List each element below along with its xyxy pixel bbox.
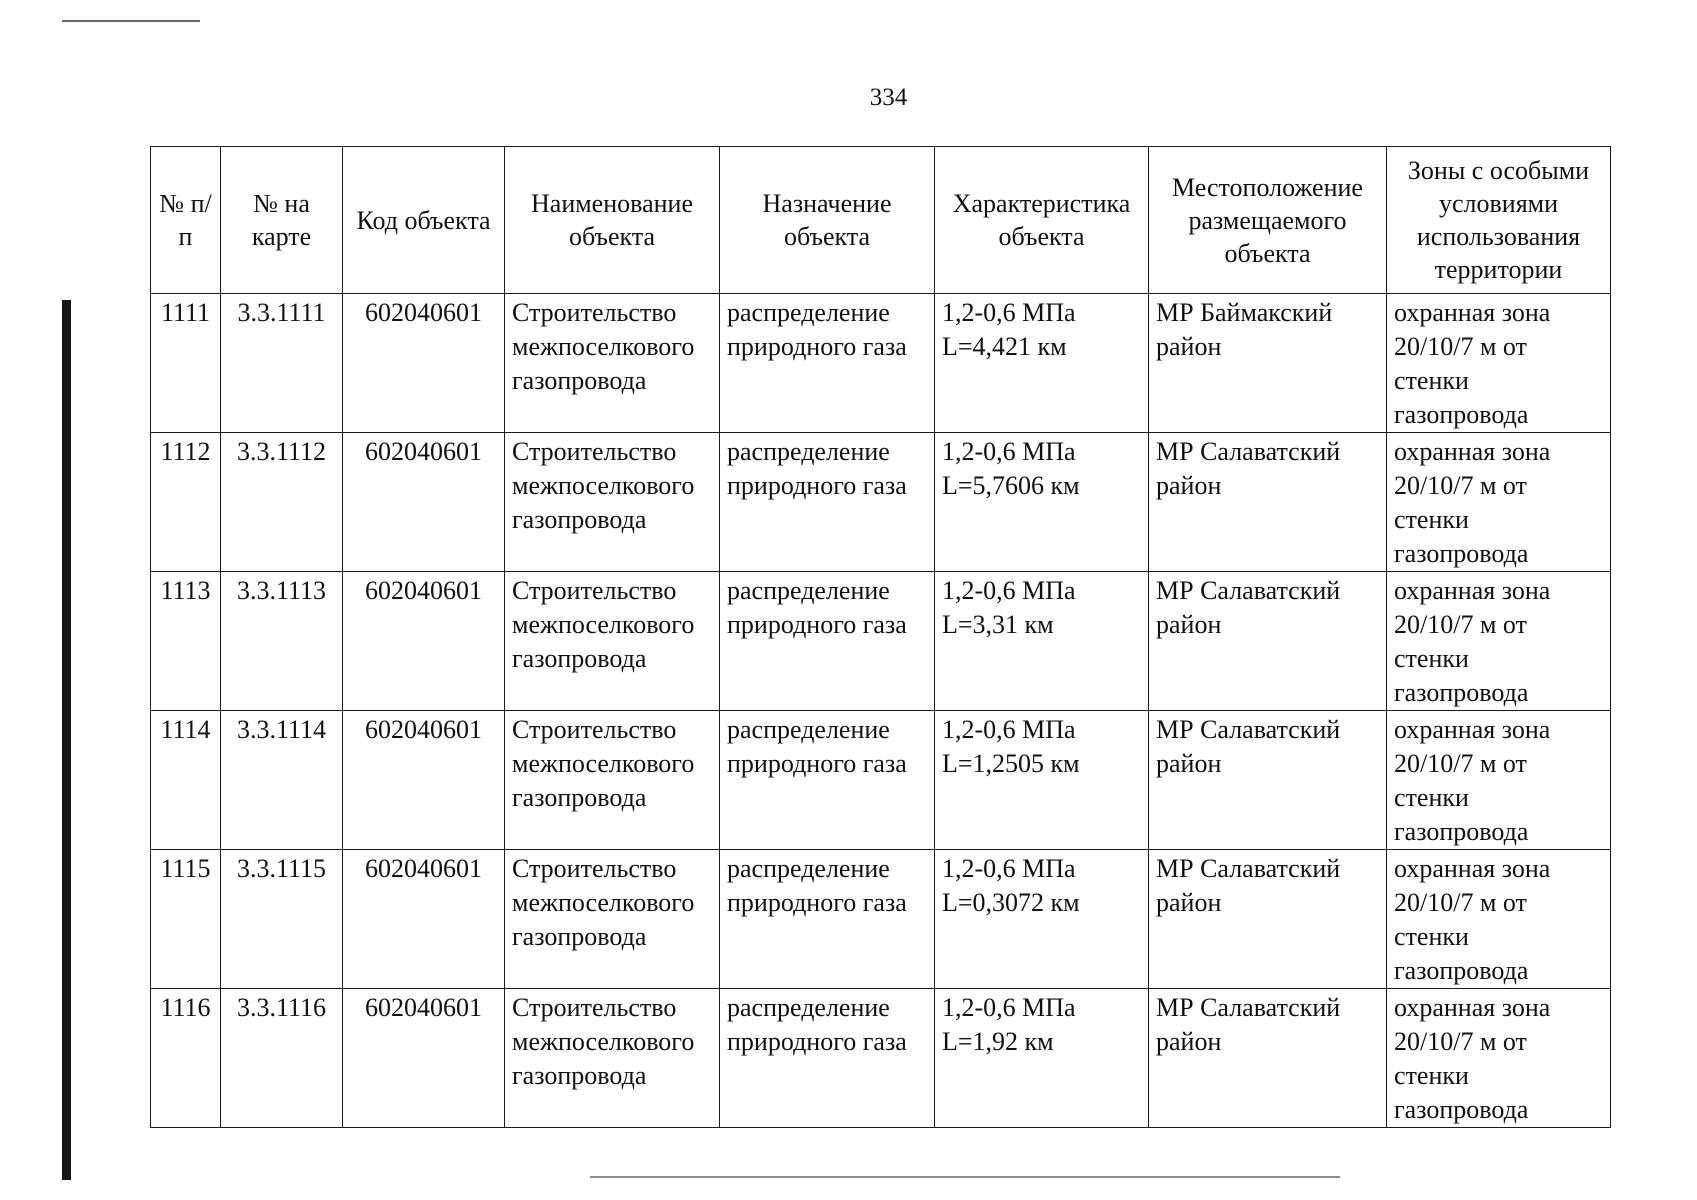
cell-map-number: 3.3.1112 <box>221 433 343 572</box>
header-object-location: Местоположение размещаемого объекта <box>1149 147 1387 294</box>
cell-object-name: Строительство межпоселкового газопровода <box>505 711 720 850</box>
table-row <box>151 294 1611 433</box>
page-number: 334 <box>869 84 908 111</box>
cell-object-name: Строительство межпоселкового газопровода <box>505 433 720 572</box>
cell-row-number: 1111 <box>151 294 221 433</box>
header-special-zones: Зоны с особыми условиями использования территории <box>1387 147 1611 294</box>
cell-map-number: 3.3.1114 <box>221 711 343 850</box>
scan-artifact-left-bar <box>62 300 71 1180</box>
table-row <box>151 989 1611 1128</box>
cell-object-location: МР Салаватский район <box>1149 989 1387 1128</box>
cell-special-zone: охранная зона 20/10/7 м от стенки газопровода <box>1387 711 1611 850</box>
pressure-value: 1,2-0,6 МПа <box>942 715 1076 744</box>
cell-object-code: 602040601 <box>343 850 505 989</box>
cell-object-purpose: распределение природного газа <box>720 572 935 711</box>
header-map-number: № на карте <box>221 147 343 294</box>
cell-object-location: МР Баймакский район <box>1149 294 1387 433</box>
length-value: L=5,7606 км <box>942 471 1080 500</box>
table-header-row <box>151 147 1611 294</box>
cell-object-purpose: распределение природного газа <box>720 294 935 433</box>
cell-object-location: МР Салаватский район <box>1149 433 1387 572</box>
pressure-value: 1,2-0,6 МПа <box>942 437 1076 466</box>
header-object-name: Наименование объекта <box>505 147 720 294</box>
cell-row-number: 1116 <box>151 989 221 1128</box>
table-row <box>151 850 1611 989</box>
table-row <box>151 711 1611 850</box>
header-row-number: № п/п <box>151 147 221 294</box>
cell-object-code: 602040601 <box>343 711 505 850</box>
cell-object-purpose: распределение природного газа <box>720 711 935 850</box>
header-object-code: Код объекта <box>343 147 505 294</box>
cell-object-code: 602040601 <box>343 433 505 572</box>
cell-row-number: 1112 <box>151 433 221 572</box>
length-value: L=1,92 км <box>942 1027 1054 1056</box>
cell-map-number: 3.3.1113 <box>221 572 343 711</box>
cell-object-characteristic <box>935 433 1149 572</box>
cell-row-number: 1114 <box>151 711 221 850</box>
objects-table <box>150 146 1611 1128</box>
cell-map-number: 3.3.1111 <box>221 294 343 433</box>
cell-map-number: 3.3.1115 <box>221 850 343 989</box>
cell-object-location: МР Салаватский район <box>1149 850 1387 989</box>
cell-object-characteristic <box>935 989 1149 1128</box>
cell-row-number: 1113 <box>151 572 221 711</box>
pressure-value: 1,2-0,6 МПа <box>942 576 1076 605</box>
cell-object-name: Строительство межпоселкового газопровода <box>505 989 720 1128</box>
cell-object-purpose: распределение природного газа <box>720 433 935 572</box>
cell-object-location: МР Салаватский район <box>1149 711 1387 850</box>
cell-object-characteristic <box>935 572 1149 711</box>
length-value: L=1,2505 км <box>942 749 1080 778</box>
table-row <box>151 572 1611 711</box>
cell-map-number: 3.3.1116 <box>221 989 343 1128</box>
pressure-value: 1,2-0,6 МПа <box>942 854 1076 883</box>
cell-special-zone: охранная зона 20/10/7 м от стенки газопровода <box>1387 433 1611 572</box>
scan-artifact-bottom-line <box>590 1176 1340 1178</box>
header-object-characteristic: Характеристика объекта <box>935 147 1149 294</box>
cell-object-code: 602040601 <box>343 572 505 711</box>
cell-object-code: 602040601 <box>343 989 505 1128</box>
cell-object-characteristic <box>935 711 1149 850</box>
cell-object-characteristic <box>935 850 1149 989</box>
cell-object-name: Строительство межпоселкового газопровода <box>505 850 720 989</box>
pressure-value: 1,2-0,6 МПа <box>942 993 1076 1022</box>
table-row <box>151 433 1611 572</box>
cell-row-number: 1115 <box>151 850 221 989</box>
length-value: L=0,3072 км <box>942 888 1080 917</box>
header-object-purpose: Назначение объекта <box>720 147 935 294</box>
pressure-value: 1,2-0,6 МПа <box>942 298 1076 327</box>
cell-special-zone: охранная зона 20/10/7 м от стенки газопровода <box>1387 572 1611 711</box>
cell-object-name: Строительство межпоселкового газопровода <box>505 294 720 433</box>
cell-object-location: МР Салаватский район <box>1149 572 1387 711</box>
cell-special-zone: охранная зона 20/10/7 м от стенки газопровода <box>1387 989 1611 1128</box>
cell-special-zone: охранная зона 20/10/7 м от стенки газопровода <box>1387 294 1611 433</box>
cell-object-purpose: распределение природного газа <box>720 850 935 989</box>
cell-object-code: 602040601 <box>343 294 505 433</box>
cell-object-name: Строительство межпоселкового газопровода <box>505 572 720 711</box>
scan-artifact-top-line <box>62 20 200 22</box>
cell-object-purpose: распределение природного газа <box>720 989 935 1128</box>
length-value: L=3,31 км <box>942 610 1054 639</box>
cell-special-zone: охранная зона 20/10/7 м от стенки газопровода <box>1387 850 1611 989</box>
cell-object-characteristic <box>935 294 1149 433</box>
length-value: L=4,421 км <box>942 332 1067 361</box>
